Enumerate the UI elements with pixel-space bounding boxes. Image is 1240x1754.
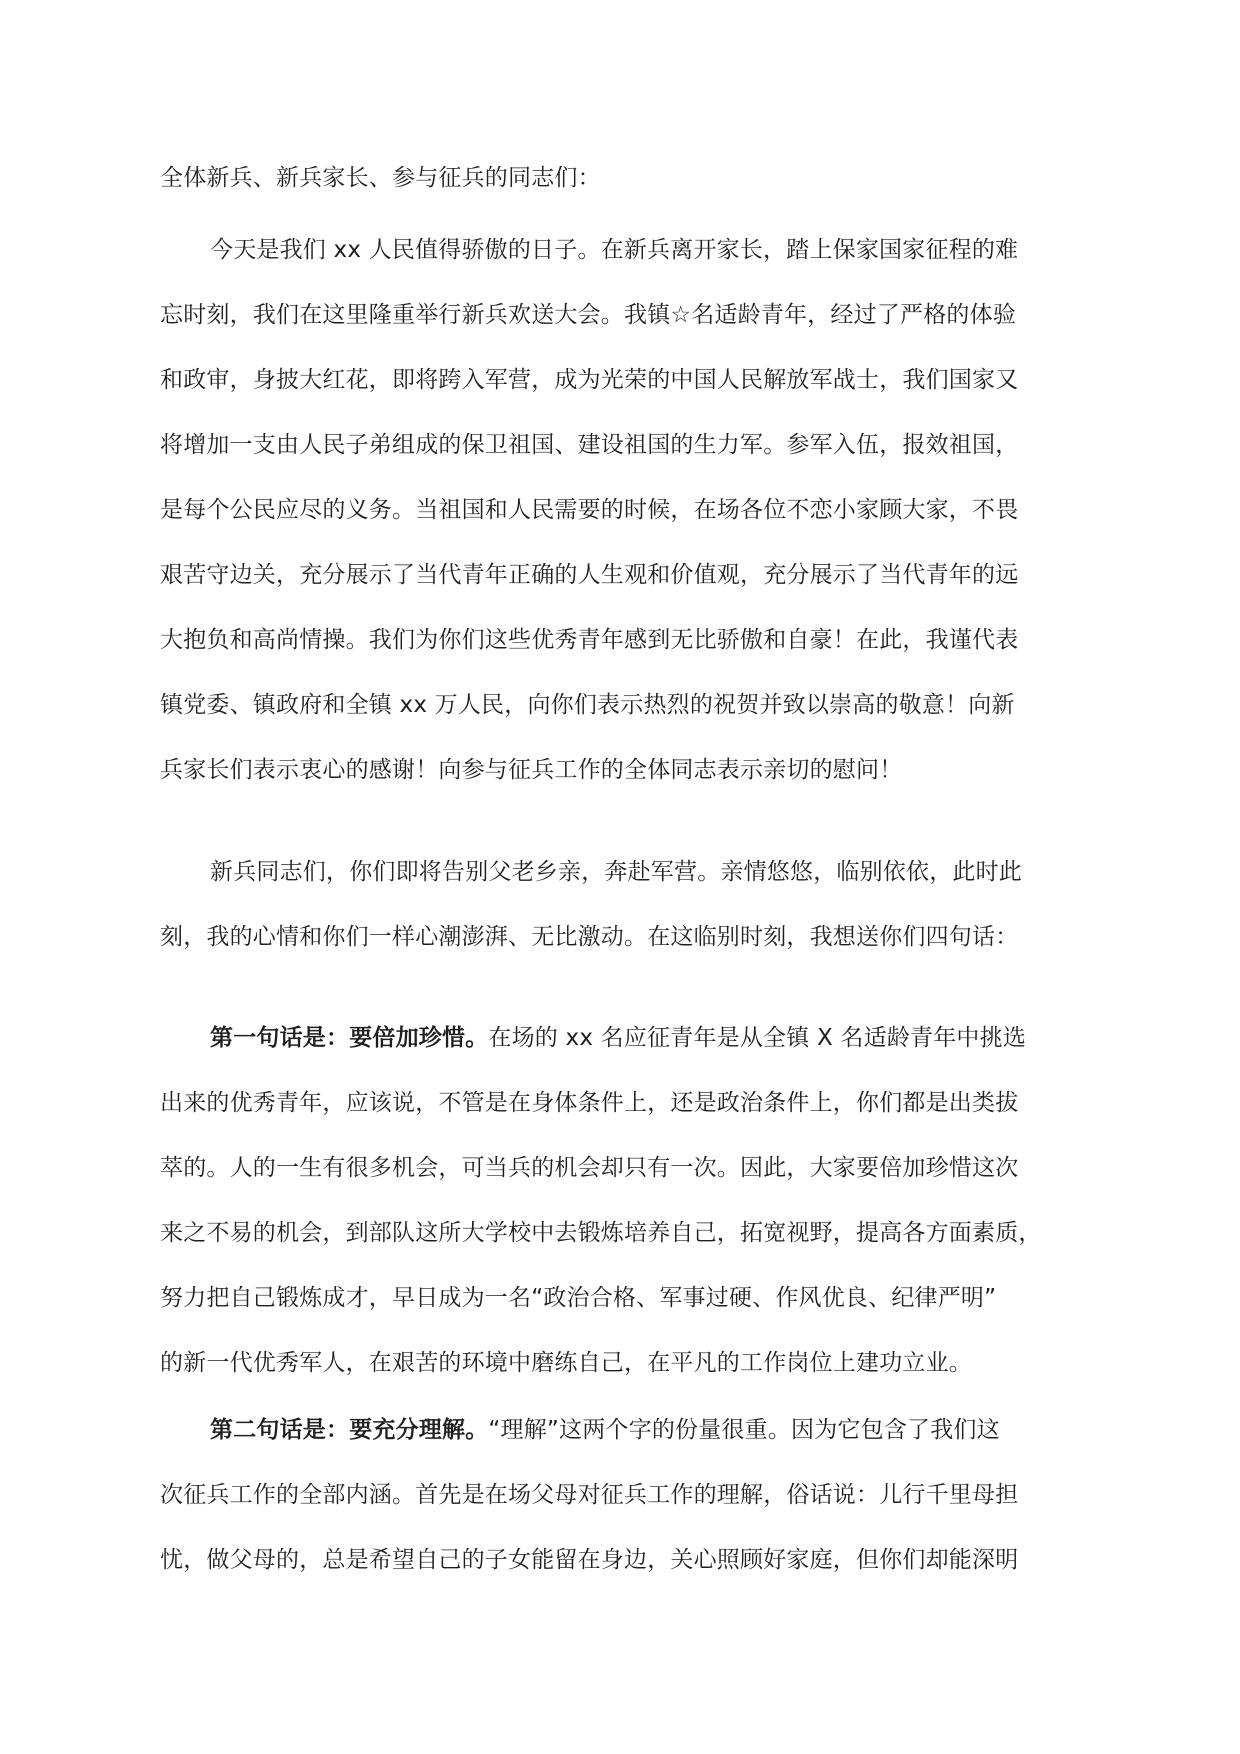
- paragraph-heading: 第一句话是：要倍加珍惜。: [210, 1025, 489, 1051]
- paragraph-line: 和政审，身披大红花，即将跨入军营，成为光荣的中国人民解放军战士，我们国家又: [160, 367, 1019, 393]
- salutation: [160, 146, 1120, 211]
- paragraph-text: 在场的 xx 名应征青年是从全镇 X 名适龄青年中挑选: [488, 1025, 1027, 1051]
- paragraph-line: 大抱负和高尚情操。我们为你们这些优秀青年感到无比骄傲和自豪！在此，我谨代表: [160, 627, 1019, 653]
- paragraph-line: 新兵同志们，你们即将告别父老乡亲，奔赴军营。亲情悠悠，临别依依，此时此: [210, 859, 1022, 885]
- paragraph-3: [160, 1006, 1120, 1396]
- paragraph-line: 将增加一支由人民子弟组成的保卫祖国、建设祖国的生力军。参军入伍，报效祖国，: [160, 432, 1019, 458]
- paragraph-line: 努力把自己锻炼成才，早日成为一名“政治合格、军事过硬、作风优良、纪律严明”: [160, 1285, 997, 1311]
- paragraph-line: 忧，做父母的，总是希望自己的子女能留在身边，关心照顾好家庭，但你们却能深明: [160, 1547, 1019, 1573]
- paragraph-line: 兵家长们表示衷心的感谢！向参与征兵工作的全体同志表示亲切的慰问！: [160, 757, 903, 783]
- paragraph-line: 今天是我们 xx 人民值得骄傲的日子。在新兵离开家长，踏上保家国家征程的难: [210, 237, 1019, 263]
- paragraph-line: 镇党委、镇政府和全镇 xx 万人民，向你们表示热烈的祝贺并致以崇高的敬意！向新: [160, 692, 1015, 718]
- paragraph-1: [160, 218, 1120, 803]
- paragraph-4: [160, 1398, 1120, 1593]
- paragraph-line: 刻，我的心情和你们一样心潮澎湃、无比激动。在这临别时刻，我想送你们四句话：: [160, 924, 1019, 950]
- paragraph-line: 忘时刻，我们在这里隆重举行新兵欢送大会。我镇☆名适龄青年，经过了严格的体验: [160, 302, 1017, 328]
- salutation-line: 全体新兵、新兵家长、参与征兵的同志们：: [160, 165, 601, 191]
- paragraph-line: 是每个公民应尽的义务。当祖国和人民需要的时候，在场各位不恋小家顾大家，不畏: [160, 497, 1019, 523]
- paragraph-heading: 第二句话是：要充分理解。: [210, 1417, 489, 1443]
- paragraph-line: 的新一代优秀军人，在艰苦的环境中磨练自己，在平凡的工作岗位上建功立业。: [160, 1350, 972, 1376]
- paragraph-line: 萃的。人的一生有很多机会，可当兵的机会却只有一次。因此，大家要倍加珍惜这次: [160, 1155, 1019, 1181]
- paragraph-line: 次征兵工作的全部内涵。首先是在场父母对征兵工作的理解，俗话说：儿行千里母担: [160, 1482, 1019, 1508]
- paragraph-line: 来之不易的机会，到部队这所大学校中去锻炼培养自己，拓宽视野，提高各方面素质，: [160, 1220, 1042, 1246]
- paragraph-text: “理解”这两个字的份量很重。因为它包含了我们这: [488, 1417, 1000, 1443]
- paragraph-2: [160, 840, 1120, 970]
- paragraph-line: 出来的优秀青年，应该说，不管是在身体条件上，还是政治条件上，你们都是出类拔: [160, 1090, 1019, 1116]
- paragraph-first-line: [160, 1006, 1120, 1071]
- paragraph-line: 艰苦守边关，充分展示了当代青年正确的人生观和价值观，充分展示了当代青年的远: [160, 562, 1019, 588]
- paragraph-first-line: [160, 1398, 1120, 1463]
